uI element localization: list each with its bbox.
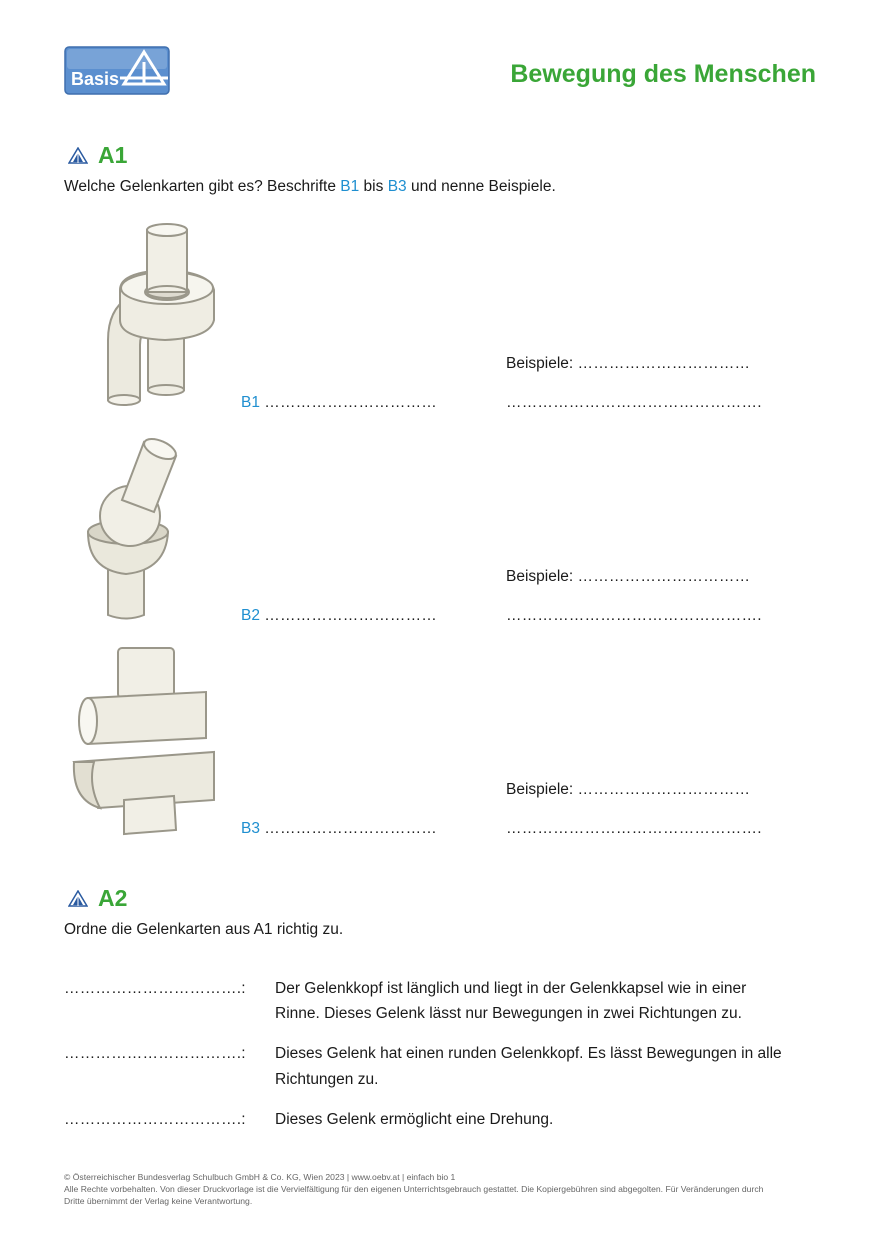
b1-examples-line: Beispiele: …………………………… — [506, 355, 751, 372]
ball-joint-icon — [84, 430, 184, 625]
b3-label-line — [241, 816, 437, 842]
task-a1-heading — [68, 142, 127, 169]
footer-line-3: Dritte übernimmt der Verlag keine Verantwortung. — [64, 1196, 253, 1206]
rotation-joint-icon — [70, 220, 220, 410]
task-a1-instruction: Welche Gelenkarten gibt es? Beschrifte B1 bis B3 und nenne Beispiele. — [64, 178, 556, 195]
a2-item-3-blank[interactable]: …………………………….: — [64, 1111, 246, 1128]
footer-line-2: Alle Rechte vorbehalten. Von dieser Druckvorlage ist die Vervielfältigung für den eigenen Unterrichtsgebrauch gestattet. Die Kopiergebühren sind abgegolten. Für Veränderungen durch — [64, 1184, 764, 1194]
basis-logo — [64, 46, 170, 95]
b3-blank[interactable]: …………………………… — [264, 820, 437, 837]
b1-label: B1 — [241, 394, 260, 411]
b3-label: B3 — [241, 820, 260, 837]
task-a2-label: A2 — [98, 885, 128, 911]
level-triangle-icon — [68, 147, 88, 164]
b2-blank[interactable]: …………………………… — [264, 607, 437, 624]
b2-examples-blank-2[interactable]: …………………………………………. — [506, 607, 762, 624]
footer — [64, 1171, 824, 1207]
task-a2-instruction: Ordne die Gelenkarten aus A1 richtig zu. — [64, 921, 344, 938]
a2-item-1-blank[interactable]: …………………………….: — [64, 980, 246, 997]
a2-item-1-line-2: Rinne. Dieses Gelenk lässt nur Bewegungen in zwei Richtungen zu. — [275, 1005, 742, 1022]
logo-text: Basis — [71, 69, 120, 89]
task-a2-heading — [68, 885, 127, 912]
b2-label: B2 — [241, 607, 260, 624]
a2-item-1-line-1: Der Gelenkkopf ist länglich und liegt in der Gelenkkapsel wie in einer — [275, 980, 747, 997]
b1-blank[interactable]: …………………………… — [264, 394, 437, 411]
level-triangle-icon — [68, 890, 88, 907]
a2-item-3-line-1: Dieses Gelenk ermöglicht eine Drehung. — [275, 1111, 554, 1128]
b1-examples-blank-1[interactable]: …………………………… — [577, 355, 751, 372]
b3-examples-blank-2[interactable]: …………………………………………. — [506, 820, 762, 837]
a2-item-2-line-1: Dieses Gelenk hat einen runden Gelenkkopf. Es lässt Bewegungen in alle — [275, 1045, 782, 1062]
b2-label-line — [241, 603, 437, 629]
task-a1-label: A1 — [98, 142, 128, 168]
b3-examples-blank-1[interactable]: …………………………… — [577, 781, 751, 798]
b1-label-line — [241, 390, 437, 416]
footer-line-1: © Österreichischer Bundesverlag Schulbuch GmbH & Co. KG, Wien 2023 | www.oebv.at | einfach bio 1 — [64, 1172, 456, 1182]
a2-item-2-blank[interactable]: …………………………….: — [64, 1045, 246, 1062]
hinge-joint-icon — [68, 640, 220, 840]
b2-examples-line: Beispiele: …………………………… — [506, 568, 751, 585]
b2-examples-blank-1[interactable]: …………………………… — [577, 568, 751, 585]
b1-examples-blank-2[interactable]: …………………………………………. — [506, 394, 762, 411]
b3-examples-line: Beispiele: …………………………… — [506, 781, 751, 798]
a2-item-2-line-2: Richtungen zu. — [275, 1071, 379, 1088]
page-title: Bewegung des Menschen — [510, 60, 816, 88]
